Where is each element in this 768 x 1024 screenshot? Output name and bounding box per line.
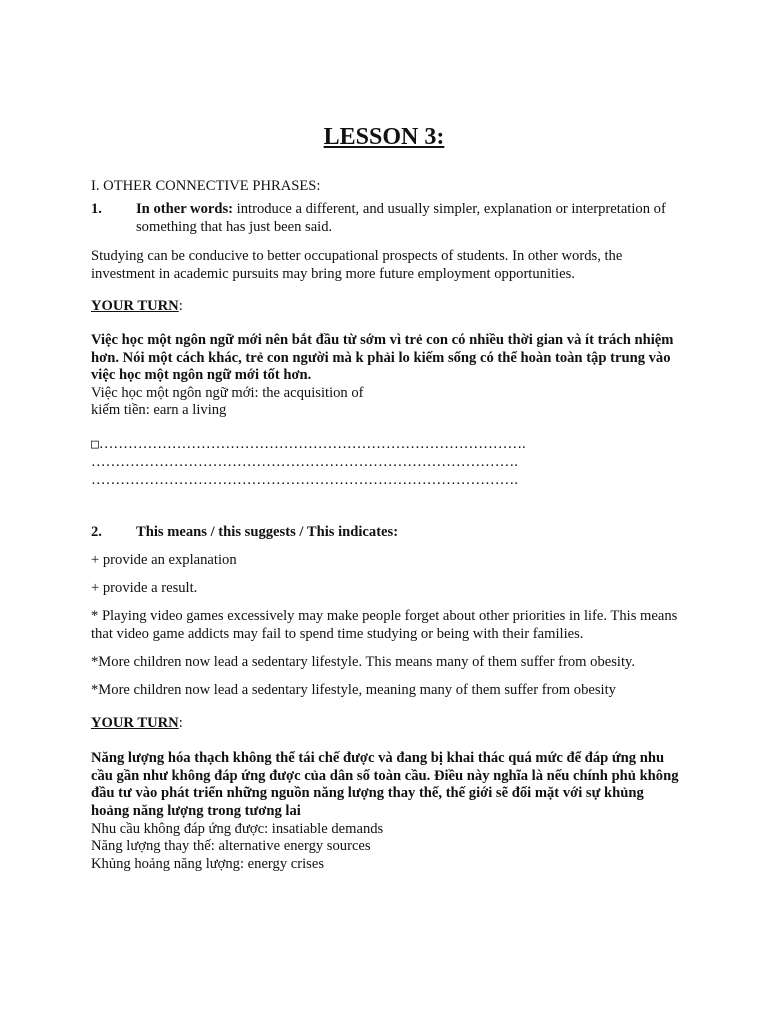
item1-text bbox=[136, 201, 681, 236]
section1-vocab-1: Việc học một ngôn ngữ mới: the acquisition of bbox=[91, 385, 364, 401]
section2-vocab-2: Năng lượng thay thế: alternative energy sources bbox=[91, 838, 371, 854]
section2-heading bbox=[91, 524, 681, 542]
section2-exercise: Năng lượng hóa thạch không thể tái chế được và đang bị khai thác quá mức để đáp ứng nhu cầu gần như không đáp ứng được của dân số toàn cầu. Điều này nghĩa là nếu chính phủ không đầu tư vào phát triển những nguồn năng lượng thay thế, thế giới sẽ đối mặt với sự khủng hoảng năng lượng trong tương lai bbox=[91, 750, 679, 819]
section1-example: Studying can be conducive to better occupational prospects of students. In other words, the investment in academic pursuits may bring more future employment opportunities. bbox=[91, 248, 623, 282]
section1-exercise: Việc học một ngôn ngữ mới nên bắt đầu từ sớm vì trẻ con có nhiều thời gian và ít trách nhiệm hơn. Nói một cách khác, trẻ con người mà k phải lo kiếm sống có thể hoàn toàn tập trung vào việc học một ngôn ngữ mới tốt hơn. bbox=[91, 332, 674, 383]
answer-dots-1: ……………………………………………………………………………. bbox=[98, 436, 526, 452]
page-title: LESSON 3: bbox=[323, 124, 445, 150]
checkbox-glyph-icon: □ bbox=[91, 437, 99, 452]
your-turn-label: YOUR TURN bbox=[91, 715, 179, 731]
section1-your-turn bbox=[91, 298, 681, 316]
item1-term: In other words: bbox=[136, 201, 234, 217]
section2-vocab-1: Nhu cầu không đáp ứng được: insatiable demands bbox=[91, 821, 384, 837]
item1-definition: introduce a different, and usually simpler, explanation or interpretation of something that has just been said. bbox=[136, 201, 666, 235]
your-turn-colon: : bbox=[178, 298, 183, 314]
answer-line-2[interactable]: ……………………………………………………………………………. bbox=[91, 454, 518, 470]
section1-heading-text: I. OTHER CONNECTIVE PHRASES bbox=[91, 178, 317, 194]
answer-line-3[interactable]: ……………………………………………………………………………. bbox=[91, 472, 518, 488]
section1-heading bbox=[91, 178, 681, 196]
section1-item1 bbox=[91, 201, 681, 236]
item1-number: 1. bbox=[91, 201, 102, 217]
section1-vocab-2: kiếm tiền: earn a living bbox=[91, 402, 227, 418]
your-turn-colon: : bbox=[178, 715, 183, 731]
answer-line-1[interactable] bbox=[91, 436, 681, 454]
section2-example-3: *More children now lead a sedentary lifestyle, meaning many of them suffer from obesity bbox=[91, 682, 616, 698]
section2-use-2: + provide a result. bbox=[91, 580, 198, 596]
your-turn-label: YOUR TURN bbox=[91, 298, 179, 314]
section2-number: 2. bbox=[91, 524, 102, 540]
section2-your-turn bbox=[91, 715, 681, 733]
section2-use-1: + provide an explanation bbox=[91, 552, 237, 568]
section2-example-1: * Playing video games excessively may make people forget about other priorities in life. This means that video game addicts may fail to spend time studying or being with their families. bbox=[91, 608, 678, 642]
section2-vocab-3: Khủng hoảng năng lượng: energy crises bbox=[91, 856, 325, 872]
section1-heading-colon: : bbox=[316, 178, 321, 194]
section2-example-2: *More children now lead a sedentary lifestyle. This means many of them suffer from obesity. bbox=[91, 654, 636, 670]
section2-heading-text: This means / this suggests / This indicates: bbox=[136, 524, 399, 540]
